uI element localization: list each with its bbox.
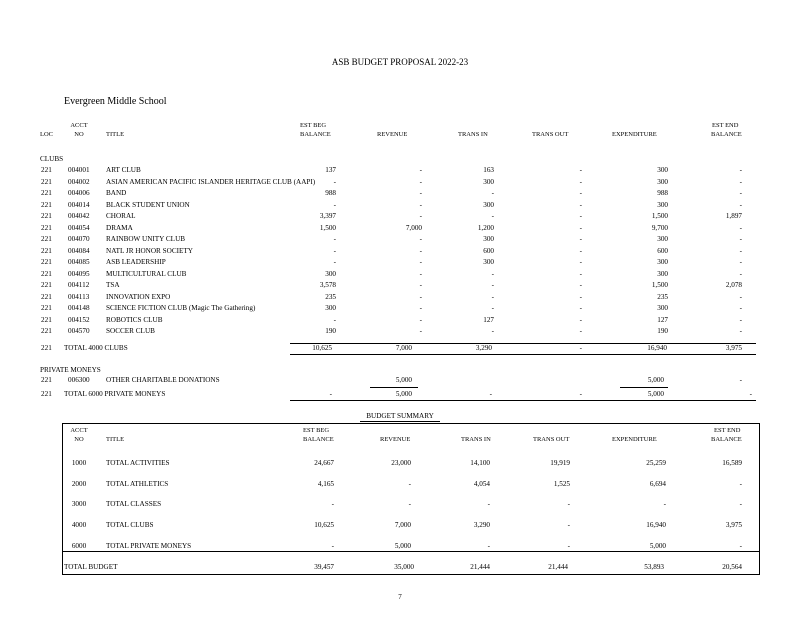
row-exp: 300	[657, 200, 668, 209]
row-title: BLACK STUDENT UNION	[106, 200, 190, 209]
summary-row-exp: 25,259	[646, 459, 666, 467]
budget-summary-box	[62, 423, 760, 575]
row-tout: -	[579, 246, 582, 255]
row-beg: 1,500	[319, 223, 336, 232]
row-title: RAINBOW UNITY CLUB	[106, 235, 186, 243]
summary-total-tout: 21,444	[548, 563, 568, 571]
row-loc: 221	[41, 269, 52, 278]
summary-row-rev: -	[408, 500, 411, 509]
summary-header-title: TITLE	[106, 436, 125, 443]
section-clubs: CLUBS	[40, 155, 64, 163]
row-exp: 300	[657, 269, 668, 278]
row-rev: -	[419, 281, 422, 289]
row-tin: 300	[483, 177, 494, 186]
summary-row-tin: -	[487, 541, 490, 550]
row-tin: 300	[483, 235, 494, 243]
row-tout: -	[579, 189, 582, 197]
row-tout: -	[579, 258, 582, 266]
row-tin: -	[491, 281, 494, 289]
row-rev: -	[419, 246, 422, 255]
row-end: -	[739, 258, 742, 266]
row-tout: -	[579, 269, 582, 278]
summary-header-estend: EST END	[714, 427, 741, 434]
row-rev: -	[419, 327, 422, 335]
row-acct: 004001	[68, 166, 90, 174]
summary-row-tout: 1,525	[553, 479, 570, 488]
total-exp: 16,940	[647, 344, 667, 352]
row-rev: 7,000	[405, 223, 422, 232]
row-rev: -	[419, 304, 422, 312]
summary-row-rev: 5,000	[394, 541, 411, 550]
private-total-exp: 5,000	[647, 390, 664, 398]
row-acct: 004002	[68, 177, 90, 186]
row-loc: 221	[41, 189, 52, 197]
row-exp: 9,700	[651, 223, 668, 232]
summary-total-title: TOTAL BUDGET	[64, 563, 118, 571]
row-tin: 600	[483, 246, 494, 255]
summary-row-end: 16,589	[722, 459, 742, 467]
row-beg: 300	[325, 269, 336, 278]
summary-header-transout: TRANS OUT	[533, 436, 570, 443]
private-acct: 006300	[68, 376, 90, 384]
row-tin: 300	[483, 200, 494, 209]
row-tout: -	[579, 281, 582, 289]
row-exp: 988	[657, 189, 668, 197]
summary-total-beg: 39,457	[314, 563, 334, 571]
summary-row-title: TOTAL CLASSES	[106, 500, 162, 509]
private-exp: 5,000	[647, 376, 664, 384]
row-end: 1,897	[725, 212, 742, 220]
row-exp: 300	[657, 304, 668, 312]
summary-row-tin: 14,100	[470, 459, 490, 467]
row-exp: 1,500	[651, 281, 668, 289]
summary-total-rev: 35,000	[394, 563, 414, 571]
private-title: OTHER CHARITABLE DONATIONS	[106, 376, 220, 384]
row-tin: -	[491, 304, 494, 312]
row-exp: 300	[657, 166, 668, 174]
row-tout: -	[579, 327, 582, 335]
row-end: -	[739, 177, 742, 186]
row-exp: 1,500	[651, 212, 668, 220]
row-tin: -	[491, 269, 494, 278]
row-tin: -	[491, 292, 494, 301]
private-total-tout: -	[579, 390, 582, 398]
row-acct: 004570	[68, 327, 90, 335]
private-total-loc: 221	[41, 390, 52, 398]
summary-row-exp: 16,940	[646, 521, 666, 530]
document-title: ASB BUDGET PROPOSAL 2022-23	[331, 57, 469, 67]
row-title: CHORAL	[106, 212, 136, 220]
row-beg: -	[333, 200, 336, 209]
summary-total-tin: 21,444	[470, 563, 490, 571]
summary-row-rev: 23,000	[391, 459, 411, 467]
summary-header-acct: ACCT	[70, 427, 88, 434]
private-total-end: -	[749, 390, 752, 398]
summary-header-revenue: REVENUE	[380, 436, 411, 443]
row-loc: 221	[41, 315, 52, 324]
total-rule	[290, 343, 756, 344]
row-title: SCIENCE FICTION CLUB (Magic The Gathering)	[106, 304, 256, 312]
header-acct: ACCT	[70, 122, 88, 129]
row-loc: 221	[41, 292, 52, 301]
summary-row-tin: 3,290	[473, 521, 490, 530]
row-beg: -	[333, 246, 336, 255]
row-tin: 1,200	[477, 223, 494, 232]
row-loc: 221	[41, 327, 52, 335]
row-end: -	[739, 235, 742, 243]
row-rev: -	[419, 177, 422, 186]
summary-row-beg: 4,165	[317, 479, 334, 488]
summary-row-beg: -	[331, 500, 334, 509]
row-title: MULTICULTURAL CLUB	[106, 269, 187, 278]
row-rev: -	[419, 189, 422, 197]
private-total-beg: -	[329, 390, 332, 398]
header-transout: TRANS OUT	[532, 131, 569, 138]
summary-row-tin: 4,054	[473, 479, 490, 488]
row-tout: -	[579, 315, 582, 324]
row-loc: 221	[41, 177, 52, 186]
row-end: -	[739, 315, 742, 324]
row-end: -	[739, 269, 742, 278]
header-loc: LOC	[40, 131, 53, 138]
row-exp: 190	[657, 327, 668, 335]
row-end: -	[739, 327, 742, 335]
section-private: PRIVATE MONEYS	[40, 366, 101, 374]
header-no: NO	[74, 131, 84, 138]
row-title: ROBOTICS CLUB	[106, 315, 163, 324]
row-acct: 004006	[68, 189, 90, 197]
row-tin: -	[491, 189, 494, 197]
row-loc: 221	[41, 200, 52, 209]
header-expenditure: EXPENDITURE	[612, 131, 657, 138]
summary-heading-rule	[360, 421, 440, 422]
total-beg: 10,625	[312, 344, 332, 352]
summary-row-tout: -	[567, 541, 570, 550]
private-total-rev: 5,000	[395, 390, 412, 398]
total-rule-bottom	[290, 354, 756, 355]
row-exp: 300	[657, 235, 668, 243]
summary-row-tout: -	[567, 500, 570, 509]
summary-heading: BUDGET SUMMARY	[366, 412, 434, 420]
row-title: NATL JR HONOR SOCIETY	[106, 246, 193, 255]
row-rev: -	[419, 292, 422, 301]
private-rule-rev	[370, 387, 418, 388]
header-estbeg-balance: BALANCE	[300, 131, 331, 138]
row-end: -	[739, 223, 742, 232]
header-estend: EST END	[712, 122, 739, 129]
row-rev: -	[419, 269, 422, 278]
row-acct: 004095	[68, 269, 90, 278]
row-tout: -	[579, 200, 582, 209]
summary-row-acct: 1000	[71, 459, 87, 467]
row-loc: 221	[41, 246, 52, 255]
summary-row-exp: 5,000	[649, 541, 666, 550]
private-end: -	[739, 376, 742, 384]
private-rule-exp	[620, 387, 668, 388]
summary-row-beg: 10,625	[314, 521, 334, 530]
row-title: DRAMA	[106, 223, 133, 232]
row-beg: 300	[325, 304, 336, 312]
summary-row-acct: 4000	[71, 521, 87, 530]
row-end: -	[739, 200, 742, 209]
row-end: -	[739, 166, 742, 174]
row-title: BAND	[106, 189, 127, 197]
row-loc: 221	[41, 258, 52, 266]
private-total-title: TOTAL 6000 PRIVATE MONEYS	[64, 390, 166, 398]
summary-row-rev: 7,000	[394, 521, 411, 530]
summary-row-title: TOTAL CLUBS	[106, 521, 154, 530]
summary-row-acct: 6000	[71, 541, 87, 550]
summary-row-rev: -	[408, 479, 411, 488]
row-title: ASB LEADERSHIP	[106, 258, 166, 266]
row-loc: 221	[41, 281, 52, 289]
summary-header-transin: TRANS IN	[461, 436, 491, 443]
row-title: TSA	[106, 281, 120, 289]
total-tin: 3,290	[475, 344, 492, 352]
row-rev: -	[419, 212, 422, 220]
row-tin: -	[491, 327, 494, 335]
summary-row-end: -	[739, 500, 742, 509]
row-end: -	[739, 189, 742, 197]
summary-row-tout: -	[567, 521, 570, 530]
row-beg: 3,397	[319, 212, 336, 220]
summary-row-beg: 24,667	[314, 459, 334, 467]
summary-total-end: 20,564	[722, 563, 742, 571]
row-end: -	[739, 292, 742, 301]
row-beg: -	[333, 177, 336, 186]
summary-row-exp: 6,694	[649, 479, 666, 488]
total-title: TOTAL 4000 CLUBS	[64, 344, 128, 352]
row-loc: 221	[41, 166, 52, 174]
row-end: -	[739, 304, 742, 312]
row-beg: 235	[325, 292, 336, 301]
row-loc: 221	[41, 223, 52, 232]
row-loc: 221	[41, 212, 52, 220]
summary-header-estbeg-balance: BALANCE	[303, 436, 334, 443]
row-title: ART CLUB	[106, 166, 141, 174]
row-beg: 988	[325, 189, 336, 197]
total-end: 3,975	[725, 344, 742, 352]
row-acct: 004042	[68, 212, 90, 220]
row-beg: -	[333, 235, 336, 243]
summary-row-end: -	[739, 479, 742, 488]
row-tout: -	[579, 292, 582, 301]
summary-row-end: 3,975	[725, 521, 742, 530]
private-total-tin: -	[489, 390, 492, 398]
header-transin: TRANS IN	[458, 131, 488, 138]
row-acct: 004070	[68, 235, 90, 243]
header-estbeg: EST BEG	[300, 122, 327, 129]
row-exp: 127	[657, 315, 668, 324]
row-acct: 004112	[68, 281, 90, 289]
row-rev: -	[419, 258, 422, 266]
row-acct: 004148	[68, 304, 90, 312]
header-revenue: REVENUE	[377, 131, 408, 138]
row-title: SOCCER CLUB	[106, 327, 155, 335]
summary-row-acct: 3000	[71, 500, 87, 509]
summary-row-exp: -	[663, 500, 666, 509]
row-acct: 004113	[68, 292, 90, 301]
row-beg: 137	[325, 166, 336, 174]
row-rev: -	[419, 235, 422, 243]
row-tin: -	[491, 212, 494, 220]
row-rev: -	[419, 315, 422, 324]
row-end: 2,078	[725, 281, 742, 289]
summary-row-tout: 19,919	[550, 459, 570, 467]
row-rev: -	[419, 166, 422, 174]
summary-total-exp: 53,893	[644, 563, 664, 571]
row-acct: 004054	[68, 223, 90, 232]
summary-row-title: TOTAL ATHLETICS	[106, 479, 169, 488]
private-total-rule	[290, 400, 756, 401]
summary-row-acct: 2000	[71, 479, 87, 488]
row-end: -	[739, 246, 742, 255]
row-exp: 600	[657, 246, 668, 255]
summary-header-expenditure: EXPENDITURE	[612, 436, 657, 443]
row-exp: 300	[657, 258, 668, 266]
private-loc: 221	[41, 376, 52, 384]
row-loc: 221	[41, 304, 52, 312]
summary-header-estbeg: EST BEG	[303, 427, 330, 434]
row-exp: 300	[657, 177, 668, 186]
row-beg: -	[333, 315, 336, 324]
row-tout: -	[579, 223, 582, 232]
row-acct: 004014	[68, 200, 90, 209]
school-name: Evergreen Middle School	[64, 96, 167, 107]
summary-header-estend-balance: BALANCE	[711, 436, 742, 443]
row-acct: 004084	[68, 246, 90, 255]
private-rev: 5,000	[395, 376, 412, 384]
row-tout: -	[579, 235, 582, 243]
row-tin: 127	[483, 315, 494, 324]
row-beg: 3,578	[319, 281, 336, 289]
summary-row-end: -	[739, 541, 742, 550]
row-title: INNOVATION EXPO	[106, 292, 171, 301]
row-loc: 221	[41, 235, 52, 243]
row-tout: -	[579, 212, 582, 220]
row-tout: -	[579, 166, 582, 174]
summary-row-beg: -	[331, 541, 334, 550]
row-acct: 004085	[68, 258, 90, 266]
summary-row-tin: -	[487, 500, 490, 509]
row-tout: -	[579, 304, 582, 312]
row-beg: -	[333, 258, 336, 266]
total-loc: 221	[41, 344, 52, 352]
summary-total-rule	[62, 551, 760, 552]
row-title: ASIAN AMERICAN PACIFIC ISLANDER HERITAGE CLUB (AAPI)	[106, 177, 316, 186]
row-tout: -	[579, 177, 582, 186]
summary-header-no: NO	[74, 436, 84, 443]
row-beg: 190	[325, 327, 336, 335]
row-acct: 004152	[68, 315, 90, 324]
page-number: 7	[398, 593, 402, 601]
summary-row-title: TOTAL PRIVATE MONEYS	[106, 541, 192, 550]
total-tout: -	[579, 344, 582, 352]
summary-row-title: TOTAL ACTIVITIES	[106, 459, 170, 467]
row-rev: -	[419, 200, 422, 209]
header-estend-balance: BALANCE	[711, 131, 742, 138]
row-tin: 300	[483, 258, 494, 266]
total-rev: 7,000	[395, 344, 412, 352]
row-tin: 163	[483, 166, 494, 174]
row-exp: 235	[657, 292, 668, 301]
header-title: TITLE	[106, 131, 125, 138]
